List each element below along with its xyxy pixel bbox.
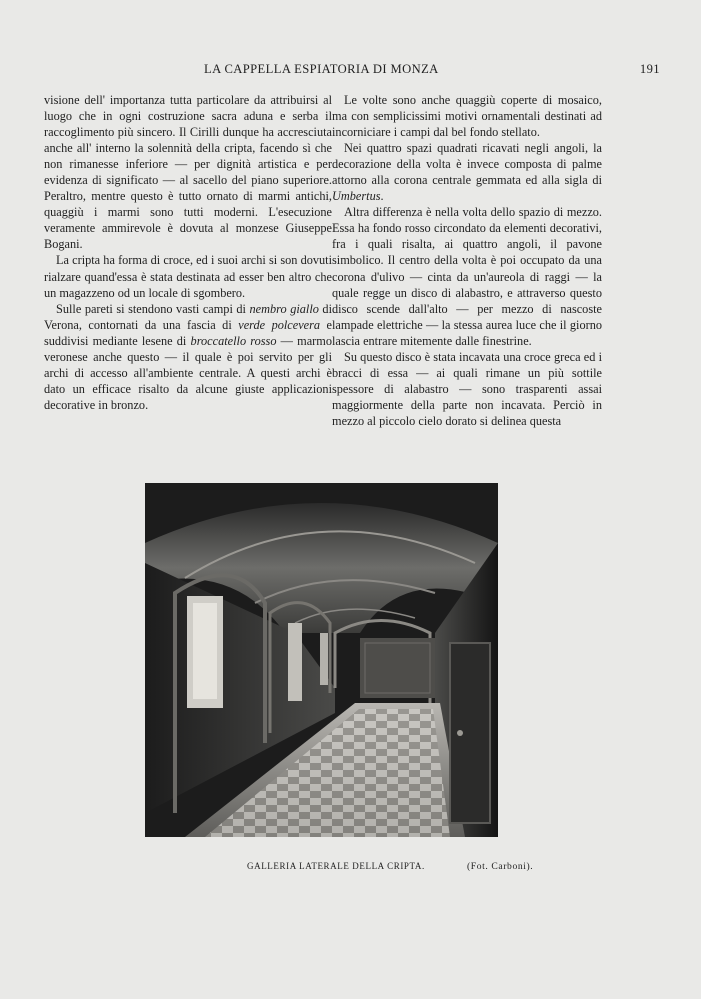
running-header [44, 62, 662, 80]
italic-term: nembro giallo [249, 301, 319, 316]
text-run: Le volte sono anche quaggiù coperte di mosaico, ma con semplicissimi motivi ornamentali destinati ad incorniciare i campi dal bel fondo stellato. [332, 93, 602, 140]
crypt-gallery-photo [145, 483, 498, 837]
text-run: e suddivisi mediante lesene di [44, 317, 332, 348]
caption-title: GALLERIA LATERALE DELLA CRIPTA. [247, 861, 425, 871]
right-text-column [332, 92, 602, 429]
photo-credit: (Fot. Carboni). [467, 861, 534, 872]
text-run: Nei quattro spazi quadrati ricavati negli angoli, la decorazione della volta è invece composta di palme attorno alla corona centrale gemmata ed alla sigla di [332, 141, 602, 188]
paragraph [332, 92, 602, 140]
text-run: Sulle pareti si stendono vasti campi di [56, 301, 250, 316]
text-run: Su questo disco è stata incavata una croce greca ed i bracci di essa — ai quali rimane un più sottile spessore di alabastro — sono trasparenti assai maggiormente della parte non incavata. Perciò in mezzo al piccolo cielo dorato si delinea questa [332, 349, 602, 428]
text-run: — marmo veronese anche questo — il quale è poi servito per gli archi di accesso all'ambiente centrale. A questi archi è dato un efficace risalto da alcune giuste applicazioni decorative in bronzo. [44, 333, 332, 412]
paragraph [332, 204, 602, 348]
paragraph [332, 140, 602, 204]
paragraph [44, 301, 332, 413]
text-run: . [380, 189, 384, 204]
text-run: La cripta ha forma di croce, ed i suoi archi si son dovuti rialzare quand'essa è stata destinata ad esser ben altro che un magazzeno od un locale di sgombero. [44, 253, 332, 300]
text-run: visione dell' importanza tutta particolare da attribuirsi al luogo che in ogni costruzione sacra aduna e serba il raccoglimento più sincero. Il Cirilli dunque ha accresciuta anche all' interno la solennità della cripta, facendo sì che non rimanesse inferiore — per dignità artistica e per evidenza di significato — al sacello del piano superiore. Peraltro, mentre questo è tutto ornato di marmi antichi, quaggiù i marmi sono tutti moderni. L'esecuzione veramente ammirevole è dovuta al monzese Giuseppe Bogani. [44, 93, 332, 252]
running-title: LA CAPPELLA ESPIATORIA DI MONZA [204, 62, 439, 76]
italic-term: verde polcevera [238, 317, 321, 332]
paragraph [44, 92, 332, 252]
italic-term: broccatello rosso [190, 333, 277, 348]
text-run: di Verona, contornati da una fascia di [44, 301, 333, 332]
text-run: Altra differenza è nella volta dello spazio di mezzo. Essa ha fondo rosso circondato da elementi decorativi, fra i quali risalta, ai quattro angoli, il pavone simbolico. Il centro della volta è poi occupato da una corona d'ulivo — cinta da un'aureola di raggi — la quale regge un disco di alabastro, e attraverso questo disco scende dall'alto — per mezzo di nascoste lampade elettriche — la stessa aurea luce che il giorno lascia entrare mitemente dalle finestrine. [332, 205, 602, 348]
left-text-column [44, 92, 332, 413]
paragraph [44, 252, 332, 300]
page-number: 191 [639, 62, 660, 76]
italic-term: Umbertus [332, 189, 381, 204]
paragraph [332, 349, 602, 429]
